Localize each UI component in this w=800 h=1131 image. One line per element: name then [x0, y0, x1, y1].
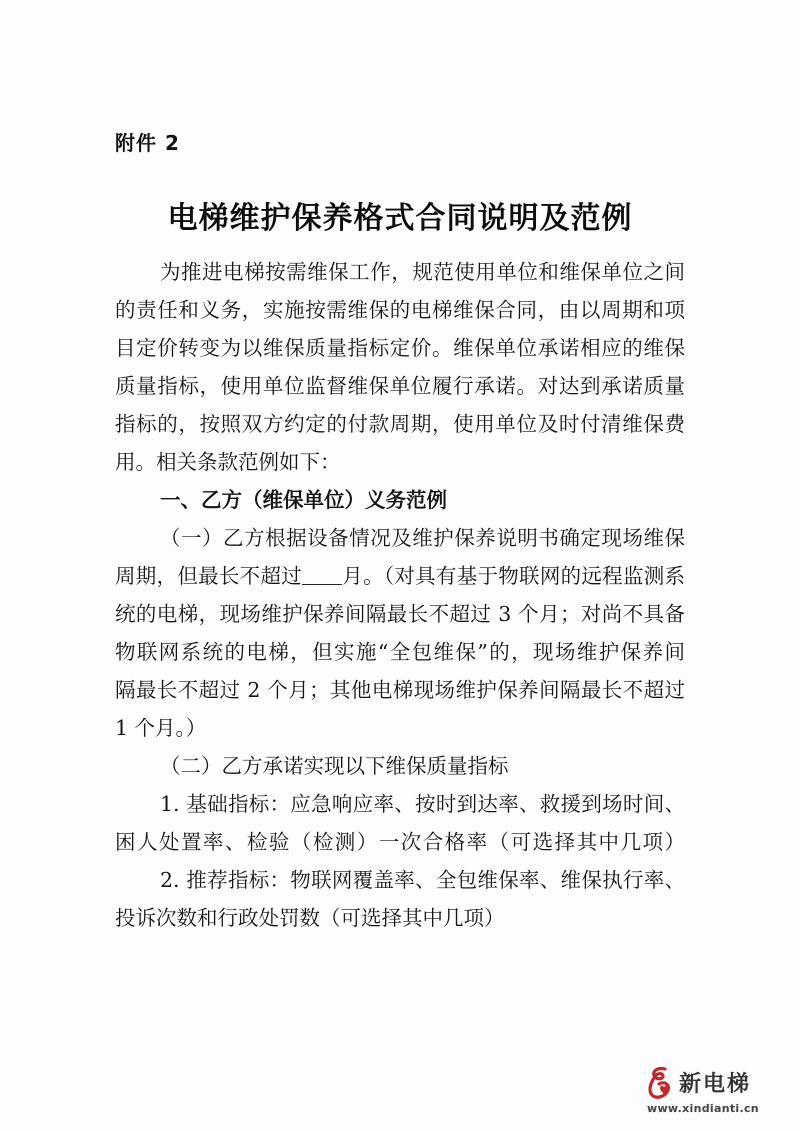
intro-line: 质量指标，使用单位监督维保单位履行承诺。对达到承诺质量	[115, 374, 685, 398]
indicator-line: 1. 基础指标：应急响应率、按时到达率、救援到场时间、	[160, 792, 685, 816]
intro-paragraph	[115, 253, 685, 937]
watermark-url: www.xindianti.cn	[647, 1102, 759, 1115]
clause-line: 1 个月。）	[115, 716, 207, 740]
indicator-line: 投诉次数和行政处罚数（可选择其中几项）	[115, 906, 505, 930]
intro-line: 用。相关条款范例如下：	[115, 450, 341, 474]
intro-line: 的责任和义务，实施按需维保的电梯维保合同，由以周期和项	[115, 298, 685, 322]
clause-heading: （二）乙方承诺实现以下维保质量指标	[160, 754, 509, 778]
clause-line: 统的电梯，现场维护保养间隔最长不超过 3 个月；对尚不具备	[115, 602, 685, 626]
intro-line: 为推进电梯按需维保工作，规范使用单位和维保单位之间	[160, 260, 685, 284]
intro-line: 目定价转变为以维保质量指标定价。维保单位承诺相应的维保	[115, 336, 685, 360]
section-heading: 一、乙方（维保单位）义务范例	[160, 488, 447, 512]
clause-line: 隔最长不超过 2 个月；其他电梯现场维护保养间隔最长不超过	[115, 678, 685, 702]
clause-line	[115, 557, 685, 595]
intro-line: 指标的，按照双方约定的付款周期，使用单位及时付清维保费	[115, 412, 685, 436]
xindianti-logo-icon	[645, 1066, 675, 1100]
clause-text: 月。（对具有基于物联网的远程监测系	[342, 564, 686, 588]
clause-text: 周期，但最长不超过	[115, 564, 303, 588]
attachment-label: 附件 2	[115, 131, 180, 155]
site-watermark	[645, 1066, 800, 1126]
indicator-line: 2. 推荐指标：物联网覆盖率、全包维保率、维保执行率、	[160, 868, 685, 892]
fill-in-blank	[302, 566, 342, 585]
document-title: 电梯维护保养格式合同说明及范例	[167, 201, 633, 236]
clause-line: 物联网系统的电梯，但实施“全包维保”的，现场维护保养间	[115, 640, 685, 664]
clause-line: （一）乙方根据设备情况及维护保养说明书确定现场维保	[160, 526, 685, 550]
watermark-site-name: 新电梯	[679, 1072, 752, 1097]
indicator-line: 困人处置率、检验（检测）一次合格率（可选择其中几项）	[115, 830, 685, 854]
